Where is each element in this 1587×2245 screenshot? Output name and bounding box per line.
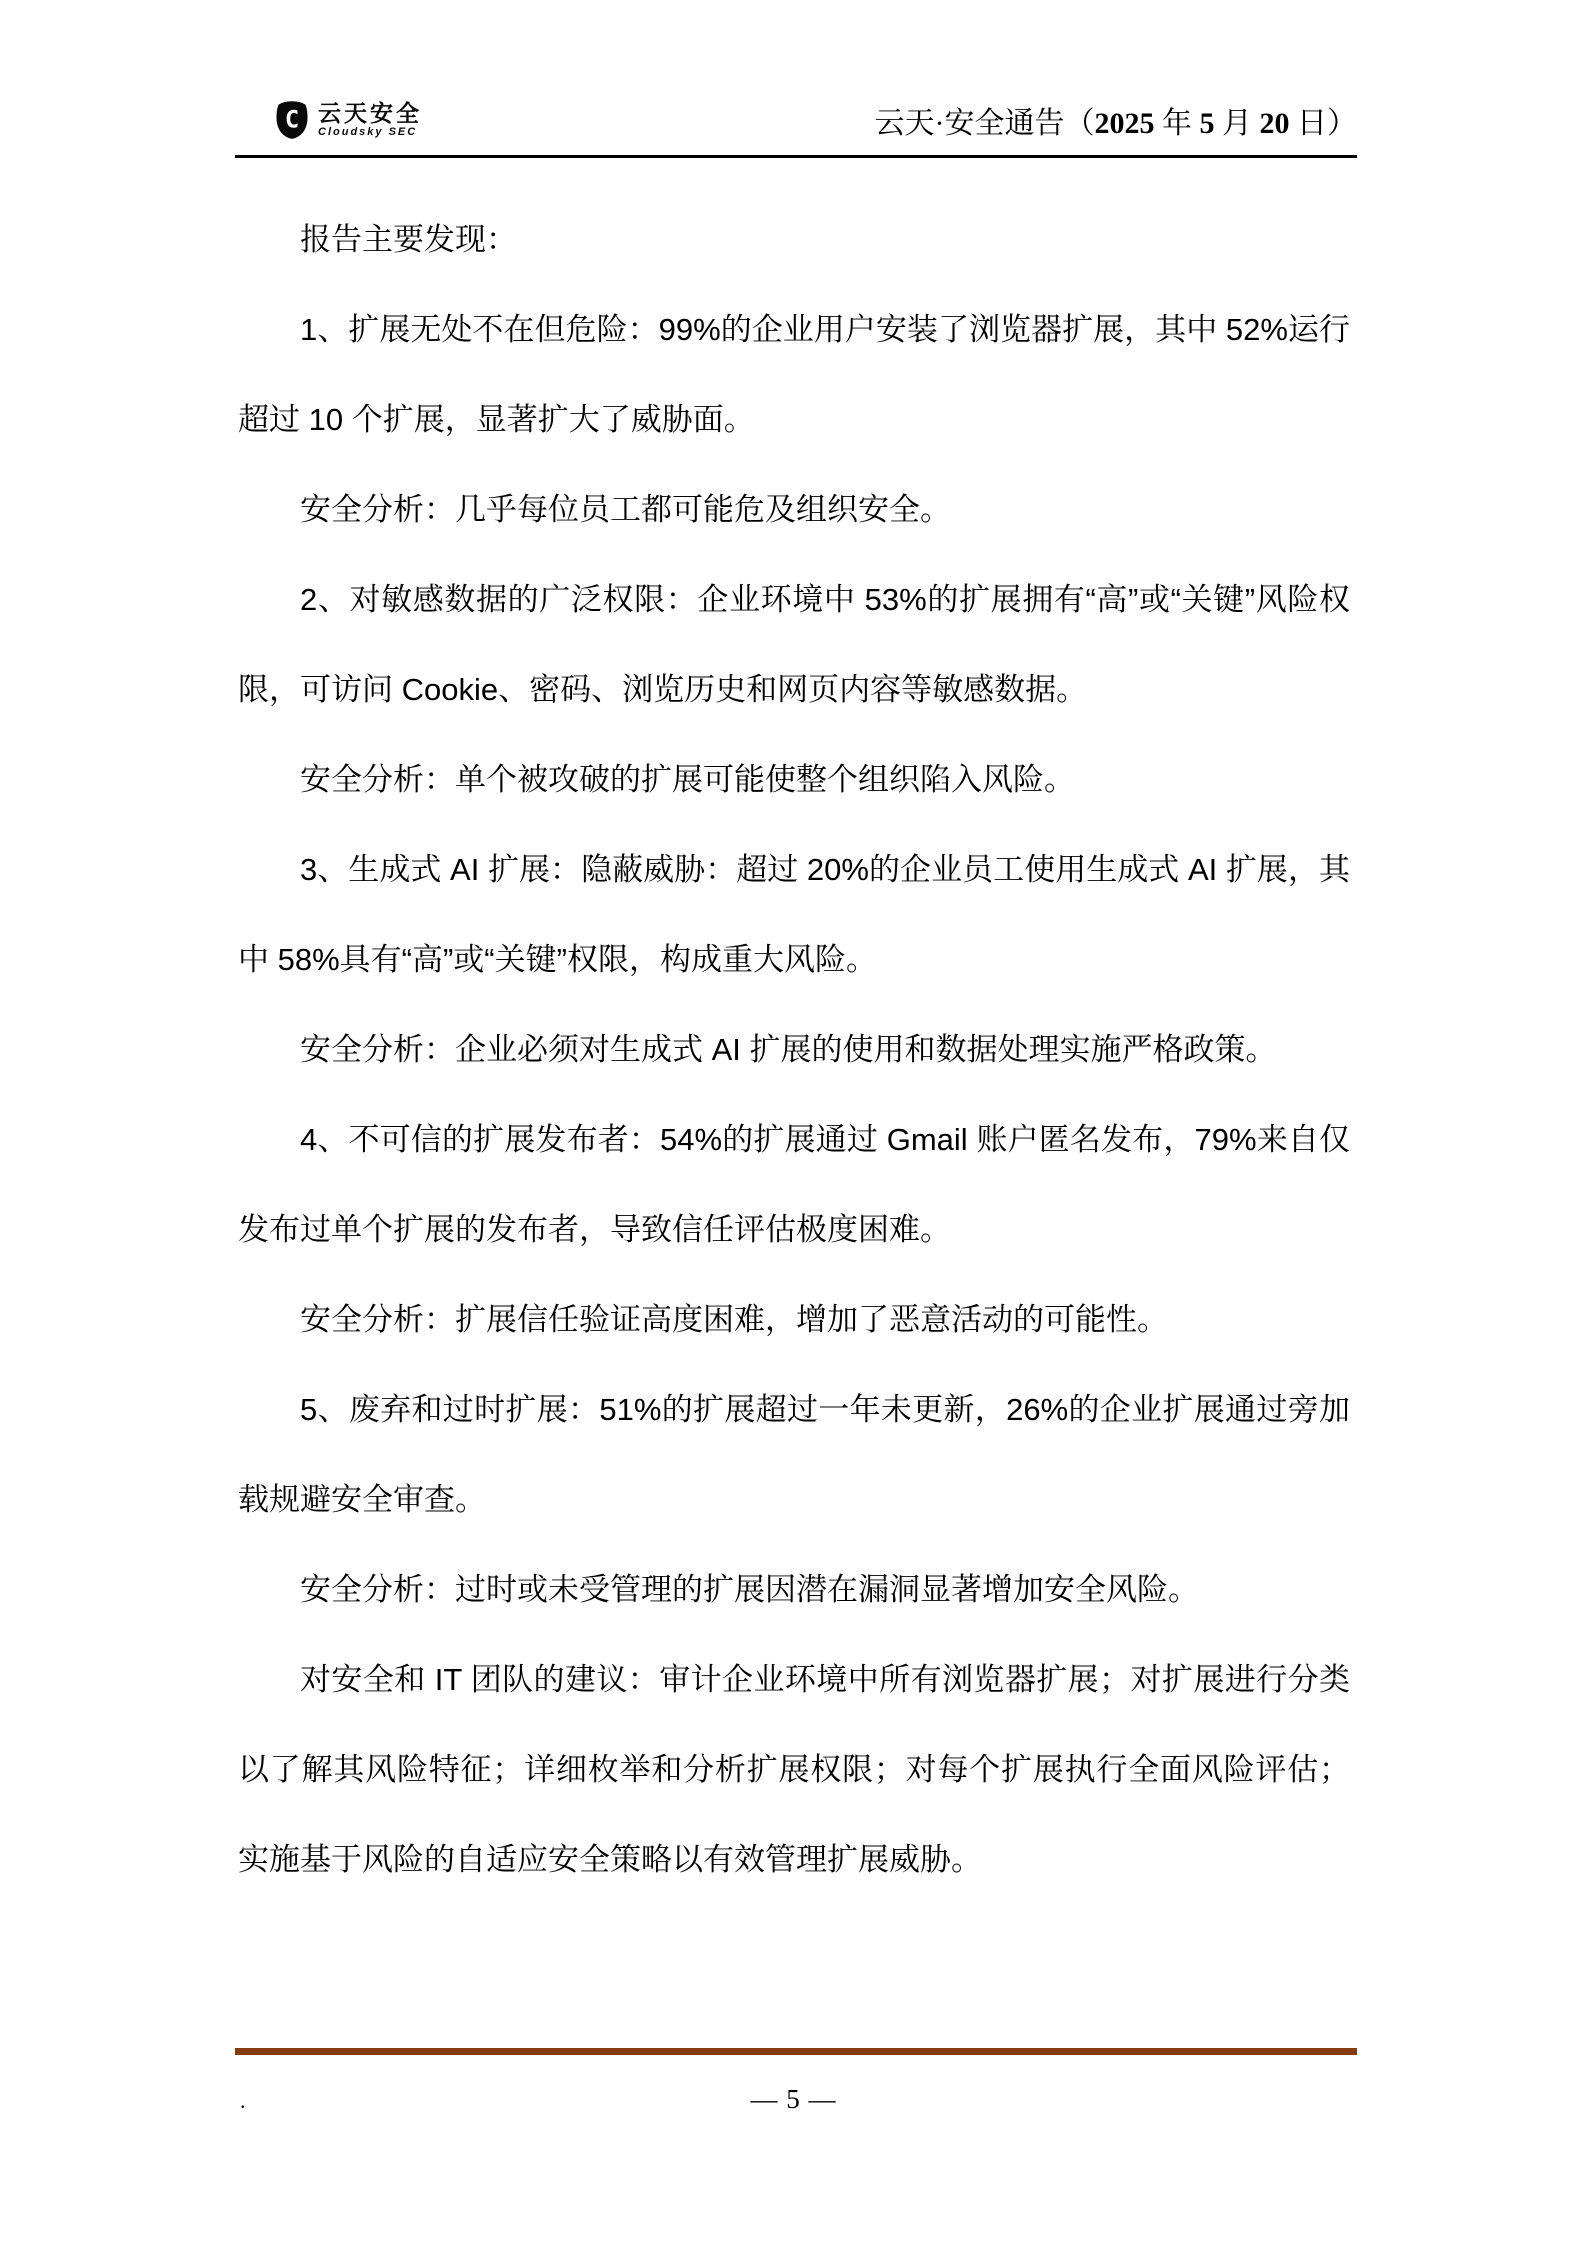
body-paragraph: 2、对敏感数据的广泛权限：企业环境中 53%的扩展拥有“高”或“关键”风险权限，可访问 Cookie、密码、浏览历史和网页内容等敏感数据。 (238, 582, 1350, 707)
body-paragraph: 报告主要发现： (300, 222, 517, 257)
bulletin-title (875, 98, 1358, 142)
body-paragraph: 5、废弃和过时扩展：51%的扩展超过一年未更新，26%的企业扩展通过旁加载规避安全审查。 (238, 1392, 1350, 1517)
body-paragraph: 安全分析：几乎每位员工都可能危及组织安全。 (300, 492, 951, 527)
logo-company-name: 云天安全 (318, 100, 422, 126)
body-paragraph: 安全分析：过时或未受管理的扩展因潜在漏洞显著增加安全风险。 (300, 1572, 1199, 1607)
shield-c-logo-icon (275, 99, 309, 141)
body-paragraph: 安全分析：扩展信任验证高度困难，增加了恶意活动的可能性。 (300, 1302, 1168, 1337)
body-paragraph: 3、生成式 AI 扩展：隐蔽威胁：超过 20%的企业员工使用生成式 AI 扩展，其中 58%具有“高”或“关键”权限，构成重大风险。 (238, 852, 1350, 977)
body-paragraph: 4、不可信的扩展发布者：54%的扩展通过 Gmail 账户匿名发布，79%来自仅发布过单个扩展的发布者，导致信任评估极度困难。 (238, 1122, 1350, 1247)
header-divider (235, 155, 1357, 158)
footer-left-mark: . (240, 2088, 246, 2113)
body-paragraph: 对安全和 IT 团队的建议：审计企业环境中所有浏览器扩展；对扩展进行分类以了解其风险特征；详细枚举和分析扩展权限；对每个扩展执行全面风险评估；实施基于风险的自适应安全策略以有效管理扩展威胁。 (238, 1662, 1350, 1877)
page-header (235, 92, 1357, 148)
bulletin-title-segment: 云天·安全通告（ (874, 107, 1095, 140)
svg-text:C: C (284, 105, 300, 134)
bulletin-title-segment: 日） (1289, 107, 1357, 140)
logo-text-block (318, 101, 422, 139)
logo-company-subtitle: Cloudsky SEC (318, 126, 418, 138)
page-number: — 5 — (750, 2084, 837, 2114)
footer-divider (235, 2048, 1357, 2055)
bulletin-title-segment: 5 (1199, 107, 1215, 140)
body-paragraph: 安全分析：单个被攻破的扩展可能使整个组织陷入风险。 (300, 762, 1075, 797)
body-paragraph: 1、扩展无处不在但危险：99%的企业用户安装了浏览器扩展，其中 52%运行超过 10 个扩展，显著扩大了威胁面。 (238, 312, 1350, 437)
bulletin-title-segment: 20 (1259, 107, 1290, 140)
body-paragraph: 安全分析：企业必须对生成式 AI 扩展的使用和数据处理实施严格政策。 (300, 1032, 1277, 1067)
bulletin-title-segment: 2025 (1094, 107, 1155, 140)
bulletin-title-segment: 年 (1154, 107, 1200, 140)
company-logo (275, 99, 422, 141)
bulletin-title-segment: 月 (1214, 107, 1260, 140)
document-body (238, 195, 1350, 1905)
